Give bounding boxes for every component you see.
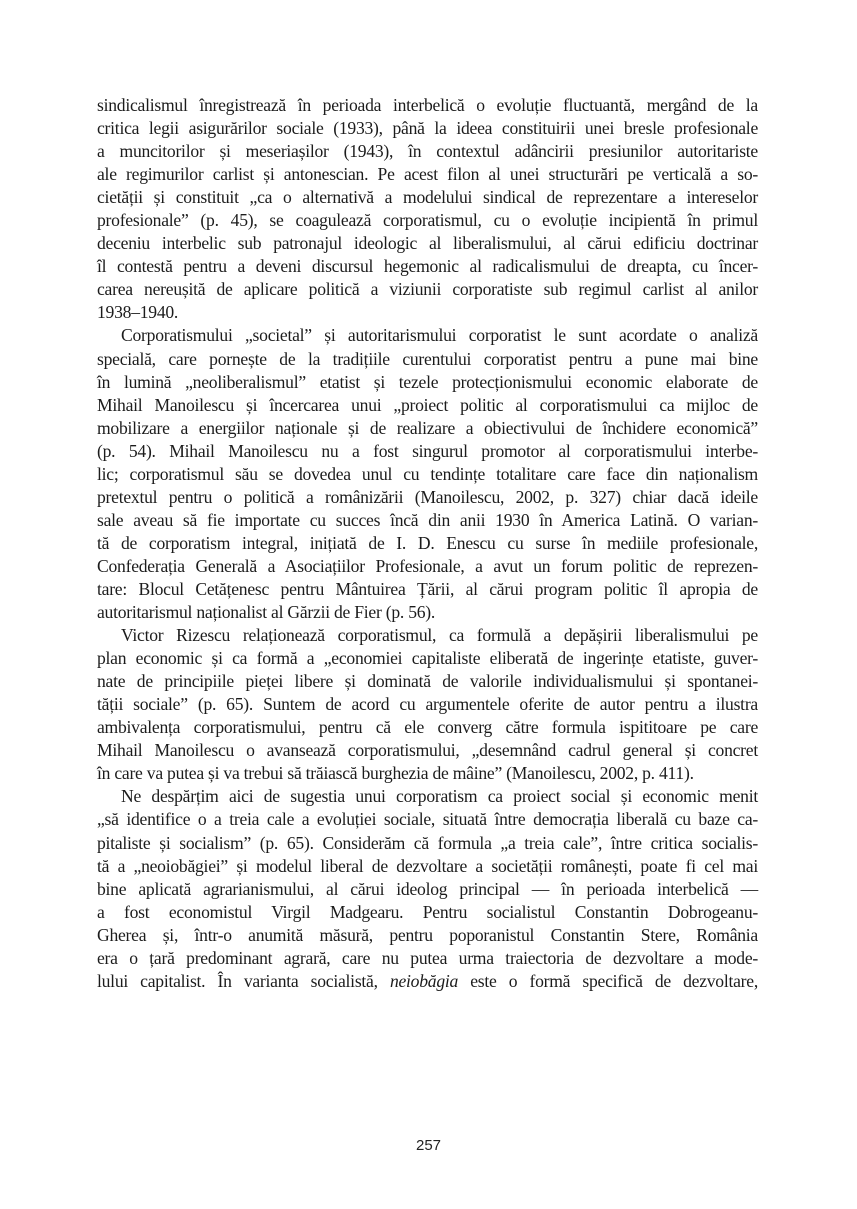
text-line: Gherea și, într-o anumită măsură, pentru poporanistul Constantin Stere, România: [97, 924, 758, 945]
text-line: bine aplicată agrarianismului, al cărui ideolog principal — în perioada interbelică —: [97, 878, 758, 899]
text-line: ambivalența corporatismului, pentru că ele converg către formula ispititoare pe care: [97, 717, 758, 738]
text-line: în lumină „neoliberalismul” etatist și tezele protecționismului economic elaborate de: [97, 371, 758, 392]
paragraph-3: [97, 624, 758, 785]
italic-term: neiobăgia: [389, 970, 459, 991]
body-text: [97, 94, 758, 993]
text-line: Mihail Manoilescu o avansează corporatismului, „desemnând cadrul general și concret: [97, 740, 758, 761]
text-line: cietății și constituit „ca o alternativă a modelului sindical de reprezentare a intereselor: [97, 187, 758, 208]
text-line: tare: Blocul Cetățenesc pentru Mântuirea Țării, al cărui program politic îl apropia de: [97, 578, 758, 599]
text-line: sindicalismul înregistrează în perioada interbelică o evoluție fluctuantă, mergând de la: [97, 95, 758, 115]
page-number: 257: [415, 1137, 442, 1154]
text-line: Ne despărțim aici de sugestia unui corporatism ca proiect social și economic menit: [121, 786, 758, 807]
text-line: a muncitorilor și meseriașilor (1943), în contextul adâncirii presiunilor autoritariste: [97, 141, 758, 162]
text-line: (p. 54). Mihail Manoilescu nu a fost singurul promotor al corporatismului interbe-: [97, 440, 758, 461]
text-line: tă de corporatism integral, inițiată de I. D. Enescu cu surse în mediile profesionale,: [97, 532, 758, 553]
text-line: pretextul pentru o politică a românizării (Manoilescu, 2002, p. 327) chiar dacă ideile: [97, 486, 758, 507]
text-segment: lului capitalist. În varianta socialistă,: [97, 970, 390, 991]
text-line: tă a „neoiobăgiei” și modelul liberal de dezvoltare a societății românești, poate fi cel mai: [97, 855, 758, 876]
text-line: profesionale” (p. 45), se coagulează corporatismul, cu o evoluție incipientă în primul: [97, 210, 758, 231]
text-line: plan economic și ca formă a „economiei capitaliste eliberată de ingerințe etatiste, guver-: [97, 648, 758, 669]
text-line: Mihail Manoilescu și încercarea unui „proiect politic al corporatismului ca mijloc de: [97, 394, 758, 415]
text-line: mobilizare a energiilor naționale și de realizare a obiectivului de închidere economică”: [97, 417, 758, 438]
paragraph-1: [97, 94, 758, 324]
text-line: sale aveau să fie importate cu succes încă din anii 1930 în America Latină. O varian-: [97, 509, 758, 530]
text-line: tății sociale” (p. 65). Suntem de acord cu argumentele oferite de autor pentru a ilustra: [97, 694, 758, 715]
text-line: nate de principiile pieței libere și dominată de valorile individualismului și spontanei-: [97, 671, 758, 692]
text-line: în care va putea și va trebui să trăiască burghezia de mâine” (Manoilescu, 2002, p. 411).: [97, 763, 694, 784]
text-line: pitaliste și socialism” (p. 65). Considerăm că formula „a treia cale”, între critica socialis-: [97, 832, 758, 853]
text-line: „să identifice o a treia cale a evoluției sociale, situată între democrația liberală cu baze ca-: [97, 809, 758, 830]
text-line-mixed: [97, 970, 758, 993]
text-line: specială, care pornește de la tradițiile curentului corporatist pentru a pune mai bine: [97, 348, 758, 369]
text-line: Corporatismului „societal” și autoritarismului corporatist le sunt acordate o analiză: [121, 325, 758, 346]
text-line: îl contestă pentru a deveni discursul hegemonic al radicalismului de dreapta, cu încer-: [97, 256, 758, 277]
text-line: deceniu interbelic sub patronajul ideologic al liberalismului, al cărui edificiu doctrinar: [97, 233, 758, 254]
text-line: Victor Rizescu relaționează corporatismul, ca formulă a depășirii liberalismului pe: [121, 625, 758, 646]
text-line: Confederația Generală a Asociațiilor Profesionale, a avut un forum politic de reprezen-: [97, 555, 758, 576]
paragraph-4: [97, 785, 758, 992]
text-line: ale regimurilor carlist și antonescian. Pe acest filon al unei structurări pe verticală a so-: [97, 164, 758, 185]
text-line: lic; corporatismul său se dovedea unul cu tendințe totalitare care face din naționalism: [97, 463, 758, 484]
text-line: carea nereușită de aplicare politică a viziunii corporatiste sub regimul carlist al anilor: [97, 279, 758, 300]
text-line: autoritarismul naționalist al Gărzii de Fier (p. 56).: [97, 602, 436, 623]
text-line: 1938–1940.: [97, 302, 179, 323]
paragraph-2: [97, 324, 758, 624]
text-line: critica legii asigurărilor sociale (1933), până la ideea constituirii unei bresle profesionale: [97, 118, 758, 139]
text-line: era o țară predominant agrară, care nu putea urma traiectoria de dezvoltare a mode-: [97, 947, 758, 968]
text-segment: este o formă specifică de dezvoltare,: [458, 970, 758, 991]
text-line: a fost economistul Virgil Madgearu. Pentru socialistul Constantin Dobrogeanu-: [97, 901, 758, 922]
